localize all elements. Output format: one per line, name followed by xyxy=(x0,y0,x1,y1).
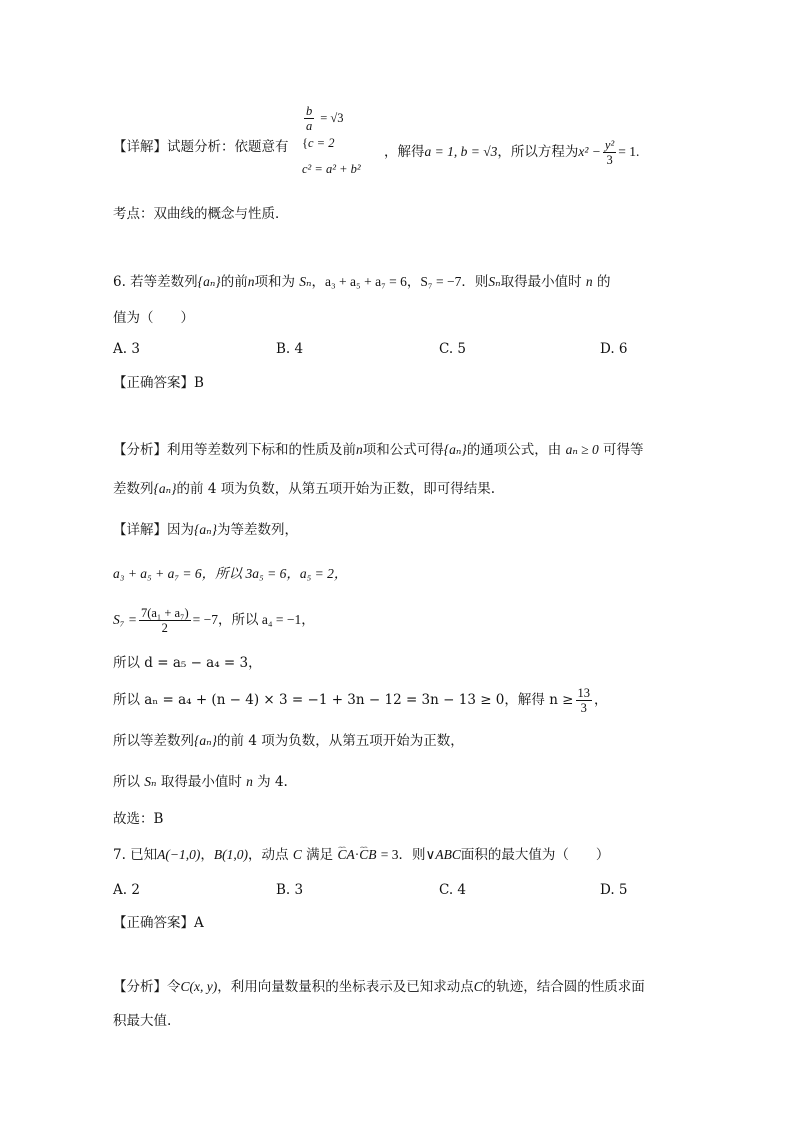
q7-analysis-line1: 【分析】令C(x, y)，利用向量数量积的坐标表示及已知求动点C的轨迹，结合圆的性质求面 xyxy=(113,979,645,995)
kaodian: 考点：双曲线的概念与性质． xyxy=(113,206,289,222)
q6-step1: a₃ + a₅ + a₇ = 6，所以 3a₅ = 6，a₅ = 2， xyxy=(113,566,348,581)
q6-step5: 所以等差数列{aₙ}的前 4 项为负数，从第五项开始为正数， xyxy=(113,733,464,749)
q6-stem-line1: 6. 若等差数列{aₙ}的前n项和为 Sₙ，a₃ + a₅ + a₇ = 6，S₇ = −7．则Sₙ取得最小值时 n 的 xyxy=(113,274,611,290)
system-fraction: $\frac{b}{a}$ xyxy=(306,104,313,133)
vector-cb: ⌢⌢ CB xyxy=(359,846,376,864)
q6-analysis-line2: 差数列{aₙ}的前 4 项为负数，从第五项开始为正数，即可得结果. xyxy=(113,481,495,497)
q7-option-b[interactable]: B. 3 xyxy=(276,882,304,898)
q6-step3: 所以 d = a₅ − a₄ = 3， xyxy=(113,655,262,671)
q7-option-d[interactable]: D. 5 xyxy=(600,882,628,898)
system-row-1: $\frac{b}{a}$ = √3 xyxy=(306,104,344,133)
q6-step4: 所以 aₙ = a₄ + (n − 4) × 3 = −1 + 3n − 12 = 3n − 13 ≥ 0，解得 n ≥ $\frac{13}{3}$ ， xyxy=(113,686,608,715)
q6-detail-line1: 【详解】因为{aₙ}为等差数列， xyxy=(113,522,299,538)
q7-answer: 【正确答案】A xyxy=(113,915,204,931)
q6-answer: 【正确答案】B xyxy=(113,375,204,391)
q6-choose: 故选：B xyxy=(113,811,164,827)
step2-fraction: $\frac{\text{7(a₁ + a₇)}}{2}$ xyxy=(140,606,189,635)
equation-system xyxy=(302,104,361,177)
detail5-prefix: 【详解】试题分析：依题意有 xyxy=(113,139,289,155)
equation-fraction: $\frac{\text{y²}}{3}$ xyxy=(604,138,615,167)
q6-analysis-line1: 【分析】利用等差数列下标和的性质及前n项和公式可得{aₙ}的通项公式，由 aₙ ≥ 0 可得等 xyxy=(113,442,644,458)
q7-analysis-line2: 积最大值. xyxy=(113,1013,172,1029)
system-row-2: {c = 2 xyxy=(302,136,335,150)
system-row-3: c² = a² + b² xyxy=(302,162,361,176)
q7-stem: 7. 已知A(−1,0)，B(1,0)，动点 C 满足 ⌢⌢ CA·⌢⌢ CB = 3．则∨ABC面积的最大值为（ ） xyxy=(113,846,609,864)
vector-ca: ⌢⌢ CA xyxy=(337,846,354,864)
q6-stem-line2: 值为（ ） xyxy=(113,310,194,326)
q7-option-a[interactable]: A. 2 xyxy=(113,882,140,898)
detail5-line xyxy=(113,138,289,156)
q6-option-d[interactable]: D. 6 xyxy=(600,341,628,357)
q7-option-c[interactable]: C. 4 xyxy=(439,882,467,898)
q6-option-c[interactable]: C. 5 xyxy=(439,341,467,357)
detail5-solution: ，解得a = 1, b = √3，所以方程为x² − $\frac{\text{y²}}{3}$ = 1. xyxy=(384,138,640,167)
step4-fraction: $\frac{13}{3}$ xyxy=(577,686,590,715)
q6-option-a[interactable]: A. 3 xyxy=(113,341,140,357)
q6-step2: S₇ = $\frac{\text{7(a₁ + a₇)}}{2}$ = −7，所以 a₄ = −1， xyxy=(113,606,315,635)
q6-option-b[interactable]: B. 4 xyxy=(276,341,304,357)
q6-step6: 所以 Sₙ 取得最小值时 n 为 4. xyxy=(113,774,288,790)
